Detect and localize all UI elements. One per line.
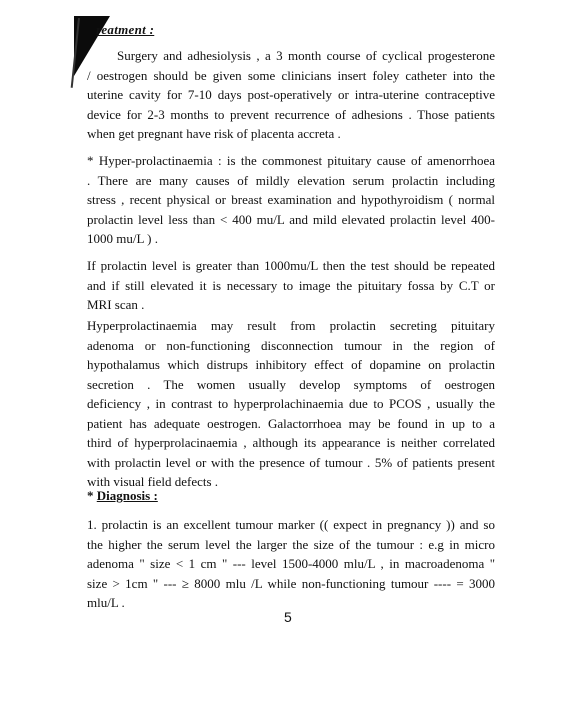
- paragraph-cause: [87, 316, 495, 492]
- heading-bullet: *: [87, 488, 97, 503]
- heading-diagnosis-text: Diagnosis :: [96, 488, 158, 503]
- text-line: * Hyper-prolactinaemia : is the commonest pituitary cause of amenorrhoea: [87, 153, 495, 168]
- text-line: with prolactin level or with the presence of tumour . 5% of patients present: [87, 454, 495, 470]
- text-line: MRI scan .: [87, 297, 145, 312]
- text-line: and if still elevated it is necessary to image the pituitary fossa by C.T or: [87, 277, 495, 293]
- heading-diagnosis: [87, 486, 158, 506]
- text-line: deficiency , in contrast to hyperprolachinaemia due to PCOS , usually the: [87, 396, 495, 411]
- text-line: patient has adequate oestrogen. Galactorrhoea may be found in up to a: [87, 415, 495, 431]
- text-line: adenoma " size < 1 cm " --- level 1500-4000 mlu/L , in macroadenoma ": [87, 556, 495, 571]
- text-line: prolactin level less than < 400 mu/L and mild elevated prolactin level 400-: [87, 211, 495, 227]
- text-line: third of hyperprolacinaemia , although its appearance is neither correlated: [87, 435, 495, 450]
- text-line: stress , recent physical or breast examination and hypothyroidism ( normal: [87, 192, 495, 207]
- text-line: . There are many causes of mildly elevation serum prolactin including: [87, 172, 495, 188]
- text-line: Surgery and adhesiolysis , a 3 month course of cyclical progesterone: [117, 48, 495, 63]
- text-line: adenoma or non-functioning disconnection tumour in the region of: [87, 337, 495, 353]
- paragraph-hyperprolactinaemia: [87, 151, 495, 249]
- page-number: 5: [284, 609, 292, 625]
- paragraph-treatment: [87, 46, 495, 144]
- text-line: the higher the serum level the larger the size of the tumour : e.g in micro: [87, 536, 495, 552]
- text-line: uterine cavity for 7-10 days post-operatively or intra-uterine contraceptive: [87, 87, 495, 102]
- text-line: 1. prolactin is an excellent tumour marker (( expect in pregnancy )) and so: [87, 517, 495, 532]
- paragraph-prolactin-level: [87, 256, 495, 315]
- text-line: Hyperprolactinaemia may result from prolactin secreting pituitary: [87, 318, 495, 333]
- text-line: device for 2-3 months to prevent recurrence of adhesions . Those patients: [87, 106, 495, 122]
- text-line: with visual field defects .: [87, 474, 219, 489]
- text-line: secretion . The women usually develop symptoms of oestrogen: [87, 376, 495, 392]
- text-line: size > 1cm " --- ≥ 8000 mlu /L while non-functioning tumour ---- = 3000: [87, 575, 495, 591]
- paragraph-diagnosis: [87, 515, 495, 613]
- text-line: hypothalamus which distrups inhibitory effect of dopamine on prolactin: [87, 357, 495, 372]
- text-line: / oestrogen should be given some clinicians insert foley catheter into the: [87, 67, 495, 83]
- text-line: mlu/L .: [87, 595, 125, 610]
- text-line: when get pregnant have risk of placenta accreta .: [87, 126, 341, 141]
- text-line: 1000 mu/L ) .: [87, 231, 159, 246]
- heading-treatment: reatment :: [96, 22, 155, 37]
- text-line: If prolactin level is greater than 1000mu/L then the test should be repeated: [87, 258, 495, 273]
